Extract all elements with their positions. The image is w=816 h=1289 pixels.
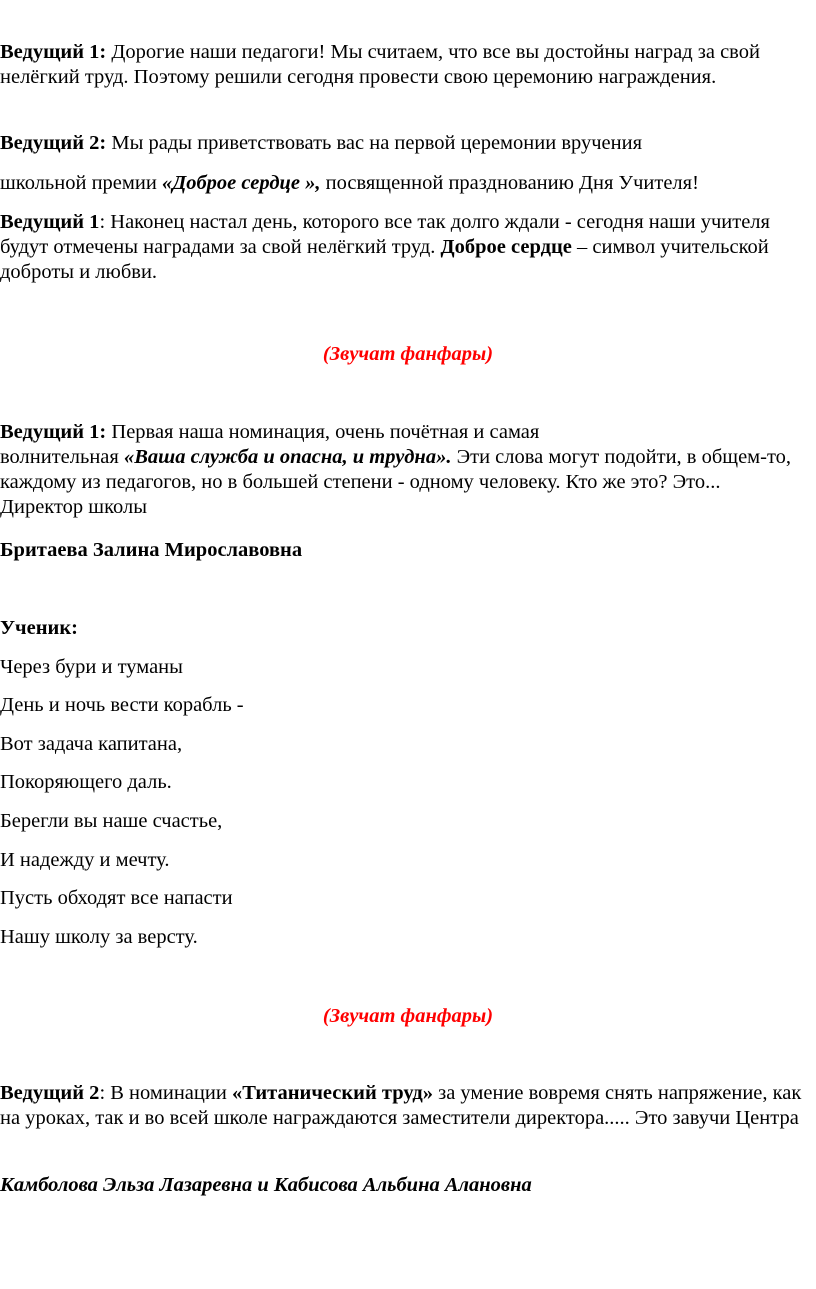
nomination-name: «Титанический труд» bbox=[231, 1082, 433, 1104]
paragraph-text: Дорогие наши педагоги! Мы считаем, что все вы достойны наград за свой нелёгкий труд. Поэтому решили сегодня провести свою церемонию награждения. bbox=[0, 41, 760, 88]
director-name: Бритаева Залина Мирославовна bbox=[0, 539, 303, 561]
paragraph-host2-line2 bbox=[0, 171, 806, 196]
paragraph-host1-line1 bbox=[0, 420, 806, 445]
poem-line: Нашу школу за версту. bbox=[0, 926, 198, 948]
stage-direction-fanfare: (Звучат фанфары) bbox=[322, 1005, 494, 1027]
paragraph-text: за умение вовремя снять напряжение, как на уроках, так и во всей школе награждаются заместители директора..... Это завучи Центра bbox=[0, 1082, 802, 1129]
paragraph-host1-intro bbox=[0, 40, 806, 90]
paragraph-host2-titanic bbox=[0, 1081, 806, 1131]
paragraph-host1-nomination bbox=[0, 445, 806, 520]
poem-line: Вот задача капитана, bbox=[0, 733, 183, 755]
award-name: Доброе сердце bbox=[440, 236, 572, 258]
poem-line: Берегли вы наше счастье, bbox=[0, 810, 223, 832]
paragraph-text: школьной премии bbox=[0, 172, 162, 194]
nomination-name: «Ваша служба и опасна, и трудна». bbox=[123, 446, 452, 468]
poem-line: Покоряющего даль. bbox=[0, 771, 172, 793]
poem-line: И надежду и мечту. bbox=[0, 849, 170, 871]
speaker-label: Ведущий 2 bbox=[0, 1082, 100, 1104]
paragraph-text: – символ учительской доброты и любви. bbox=[0, 236, 769, 283]
student-label: Ученик: bbox=[0, 617, 78, 639]
award-name: «Доброе сердце », bbox=[161, 172, 321, 194]
paragraph-text: : Наконец настал день, которого все так долго ждали - сегодня наши учителя будут отмечены наградами за свой нелёгкий труд. bbox=[0, 211, 770, 258]
speaker-label: Ведущий 1: bbox=[0, 421, 107, 443]
paragraph-host2-line1 bbox=[0, 131, 806, 156]
paragraph-text: Эти слова могут подойти, в общем-то, каждому из педагогов, но в большей степени - одному человеку. Кто же это? Это... Директор школы bbox=[0, 446, 792, 518]
speaker-label: Ведущий 2: bbox=[0, 132, 107, 154]
stage-direction-fanfare: (Звучат фанфары) bbox=[322, 343, 494, 365]
paragraph-text: Первая наша номинация, очень почётная и самая bbox=[106, 421, 540, 443]
poem-line: Через бури и туманы bbox=[0, 656, 183, 678]
speaker-label: Ведущий 1: bbox=[0, 41, 107, 63]
poem-line: День и ночь вести корабль - bbox=[0, 694, 244, 716]
speaker-label: Ведущий 1 bbox=[0, 211, 100, 233]
paragraph-text: волнительная bbox=[0, 446, 124, 468]
poem-line: Пусть обходят все напасти bbox=[0, 887, 233, 909]
paragraph-text: : В номинации bbox=[99, 1082, 232, 1104]
paragraph-host1-day bbox=[0, 210, 806, 285]
deputies-names: Камболова Эльза Лазаревна и Кабисова Альбина Алановна bbox=[0, 1174, 532, 1196]
paragraph-text: посвященной празднованию Дня Учителя! bbox=[320, 172, 699, 194]
paragraph-text: Мы рады приветствовать вас на первой церемонии вручения bbox=[106, 132, 643, 154]
